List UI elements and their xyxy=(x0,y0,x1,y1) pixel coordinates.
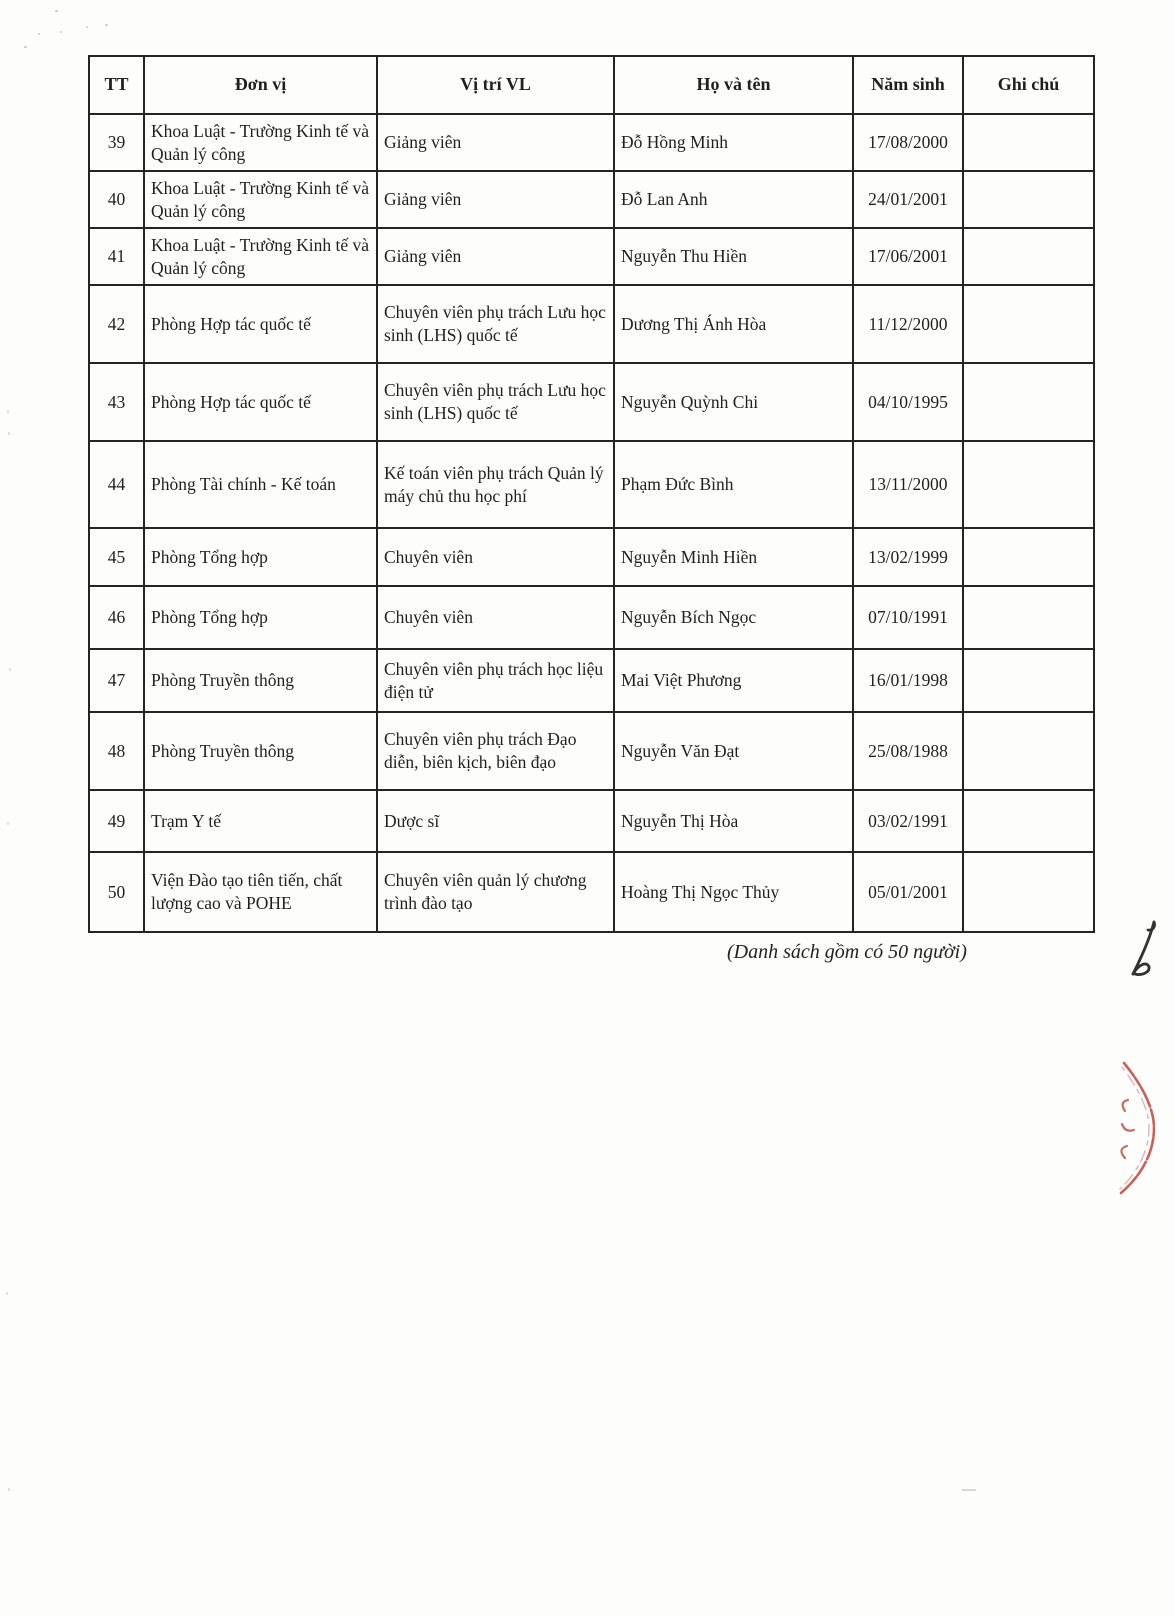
cell-ghi-chu xyxy=(963,363,1094,441)
cell-nam-sinh: 17/08/2000 xyxy=(853,114,963,171)
cell-don-vi: Phòng Hợp tác quốc tế xyxy=(144,363,377,441)
cell-don-vi: Phòng Truyền thông xyxy=(144,712,377,790)
cell-vi-tri: Chuyên viên xyxy=(377,528,614,586)
table-row xyxy=(89,712,1094,790)
table-row xyxy=(89,852,1094,932)
cell-nam-sinh: 25/08/1988 xyxy=(853,712,963,790)
cell-don-vi: Phòng Tổng hợp xyxy=(144,528,377,586)
cell-ghi-chu xyxy=(963,114,1094,171)
cell-ho-ten: Nguyễn Thị Hòa xyxy=(614,790,853,852)
cell-vi-tri: Chuyên viên phụ trách Lưu học sinh (LHS) quốc tế xyxy=(377,363,614,441)
cell-ghi-chu xyxy=(963,790,1094,852)
cell-nam-sinh: 16/01/1998 xyxy=(853,649,963,712)
scan-speck xyxy=(7,822,9,825)
cell-tt: 45 xyxy=(89,528,144,586)
cell-vi-tri: Giảng viên xyxy=(377,171,614,228)
cell-vi-tri: Dược sĩ xyxy=(377,790,614,852)
cell-ho-ten: Nguyễn Văn Đạt xyxy=(614,712,853,790)
cell-vi-tri: Giảng viên xyxy=(377,114,614,171)
cell-don-vi: Khoa Luật - Trường Kinh tế và Quản lý công xyxy=(144,171,377,228)
header-cell-ho-ten: Họ và tên xyxy=(614,56,853,114)
cell-tt: 47 xyxy=(89,649,144,712)
cell-ho-ten: Nguyễn Minh Hiền xyxy=(614,528,853,586)
table-row xyxy=(89,171,1094,228)
personnel-table xyxy=(88,55,1095,933)
cell-vi-tri: Chuyên viên phụ trách Đạo diễn, biên kịch, biên đạo xyxy=(377,712,614,790)
cell-tt: 42 xyxy=(89,285,144,363)
cell-ho-ten: Dương Thị Ánh Hòa xyxy=(614,285,853,363)
cell-ho-ten: Nguyễn Thu Hiền xyxy=(614,228,853,285)
scan-speck xyxy=(38,33,40,35)
cell-ghi-chu xyxy=(963,441,1094,528)
table-row xyxy=(89,586,1094,649)
scan-speck xyxy=(105,24,108,26)
cell-nam-sinh: 24/01/2001 xyxy=(853,171,963,228)
cell-vi-tri: Chuyên viên phụ trách Lưu học sinh (LHS) quốc tế xyxy=(377,285,614,363)
scan-speck xyxy=(7,410,9,413)
header-cell-ghi-chu: Ghi chú xyxy=(963,56,1094,114)
cell-tt: 48 xyxy=(89,712,144,790)
cell-nam-sinh: 17/06/2001 xyxy=(853,228,963,285)
header-cell-tt: TT xyxy=(89,56,144,114)
cell-tt: 46 xyxy=(89,586,144,649)
cell-tt: 43 xyxy=(89,363,144,441)
scan-speck xyxy=(86,26,88,28)
cell-nam-sinh: 11/12/2000 xyxy=(853,285,963,363)
cell-ghi-chu xyxy=(963,586,1094,649)
table-row xyxy=(89,649,1094,712)
footer-note: (Danh sách gồm có 50 người) xyxy=(727,941,967,963)
table-row xyxy=(89,285,1094,363)
cell-tt: 44 xyxy=(89,441,144,528)
scan-speck xyxy=(8,432,10,435)
cell-vi-tri: Chuyên viên phụ trách học liệu điện tử xyxy=(377,649,614,712)
table-row xyxy=(89,790,1094,852)
table-row xyxy=(89,441,1094,528)
cell-tt: 39 xyxy=(89,114,144,171)
cell-don-vi: Phòng Hợp tác quốc tế xyxy=(144,285,377,363)
cell-ghi-chu xyxy=(963,285,1094,363)
scan-speck xyxy=(6,1292,8,1295)
cell-ho-ten: Nguyễn Bích Ngọc xyxy=(614,586,853,649)
scan-speck xyxy=(60,31,62,33)
cell-don-vi: Phòng Tài chính - Kế toán xyxy=(144,441,377,528)
cell-tt: 40 xyxy=(89,171,144,228)
cell-ho-ten: Phạm Đức Bình xyxy=(614,441,853,528)
cell-tt: 50 xyxy=(89,852,144,932)
scan-speck xyxy=(8,1488,10,1491)
cell-nam-sinh: 07/10/1991 xyxy=(853,586,963,649)
cell-tt: 49 xyxy=(89,790,144,852)
scan-speck xyxy=(9,668,11,671)
header-cell-nam-sinh: Năm sinh xyxy=(853,56,963,114)
cell-ho-ten: Đỗ Hồng Minh xyxy=(614,114,853,171)
cell-nam-sinh: 13/02/1999 xyxy=(853,528,963,586)
cell-vi-tri: Giảng viên xyxy=(377,228,614,285)
cell-nam-sinh: 05/01/2001 xyxy=(853,852,963,932)
cell-ho-ten: Đỗ Lan Anh xyxy=(614,171,853,228)
scan-speck xyxy=(55,10,58,12)
cell-vi-tri: Chuyên viên quản lý chương trình đào tạo xyxy=(377,852,614,932)
cell-ho-ten: Hoàng Thị Ngọc Thủy xyxy=(614,852,853,932)
cell-ho-ten: Mai Việt Phương xyxy=(614,649,853,712)
cell-don-vi: Phòng Truyền thông xyxy=(144,649,377,712)
header-cell-don-vi: Đơn vị xyxy=(144,56,377,114)
cell-ghi-chu xyxy=(963,712,1094,790)
cell-ghi-chu xyxy=(963,852,1094,932)
cell-don-vi: Phòng Tổng hợp xyxy=(144,586,377,649)
red-stamp-arc xyxy=(1080,1040,1174,1210)
table-row xyxy=(89,114,1094,171)
cell-don-vi: Trạm Y tế xyxy=(144,790,377,852)
cell-vi-tri: Kế toán viên phụ trách Quản lý máy chủ thu học phí xyxy=(377,441,614,528)
header-cell-vi-tri: Vị trí VL xyxy=(377,56,614,114)
cell-don-vi: Viện Đào tạo tiên tiến, chất lượng cao và POHE xyxy=(144,852,377,932)
table-row xyxy=(89,528,1094,586)
cell-ghi-chu xyxy=(963,649,1094,712)
table-row xyxy=(89,363,1094,441)
cell-ho-ten: Nguyễn Quỳnh Chi xyxy=(614,363,853,441)
cell-ghi-chu xyxy=(963,171,1094,228)
cell-vi-tri: Chuyên viên xyxy=(377,586,614,649)
cell-nam-sinh: 13/11/2000 xyxy=(853,441,963,528)
cell-ghi-chu xyxy=(963,528,1094,586)
cell-don-vi: Khoa Luật - Trường Kinh tế và Quản lý công xyxy=(144,228,377,285)
scan-speck xyxy=(962,1489,976,1491)
table-row xyxy=(89,228,1094,285)
table-header-row xyxy=(89,56,1094,114)
cell-don-vi: Khoa Luật - Trường Kinh tế và Quản lý công xyxy=(144,114,377,171)
handwritten-mark xyxy=(1118,918,1164,982)
cell-ghi-chu xyxy=(963,228,1094,285)
cell-tt: 41 xyxy=(89,228,144,285)
cell-nam-sinh: 03/02/1991 xyxy=(853,790,963,852)
cell-nam-sinh: 04/10/1995 xyxy=(853,363,963,441)
scan-speck xyxy=(24,46,27,48)
